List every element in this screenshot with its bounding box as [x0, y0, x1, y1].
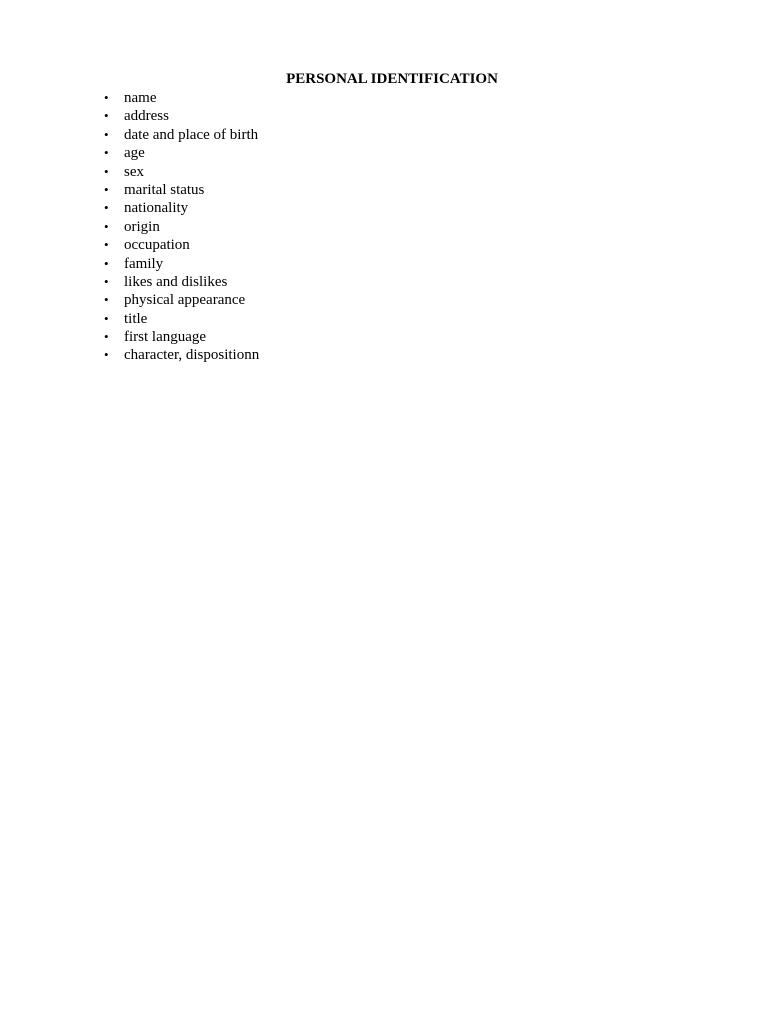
list-item	[104, 346, 260, 364]
list-item-text: origin	[124, 218, 160, 235]
bullet-icon: •	[104, 329, 109, 345]
list-item-text: sex	[124, 163, 144, 180]
bullet-icon: •	[104, 145, 109, 161]
list-item-text: name	[124, 90, 157, 106]
list-item	[104, 199, 259, 217]
list-item	[104, 218, 259, 236]
list-item	[104, 236, 259, 254]
list-item	[104, 328, 259, 346]
list-item	[104, 181, 259, 199]
list-item	[104, 273, 259, 291]
bullet-icon: •	[104, 200, 109, 216]
list-item	[104, 255, 259, 273]
list-item-text: date and place of birth	[124, 126, 259, 143]
list-item-text: physical appearance	[124, 292, 246, 309]
bullet-icon: •	[104, 126, 109, 142]
list-item-text: address	[124, 108, 169, 125]
list-item	[104, 126, 259, 144]
bullet-icon: •	[104, 347, 109, 363]
list-item-text: nationality	[124, 200, 189, 217]
list-item-text: likes and dislikes	[124, 273, 228, 290]
list-item	[104, 291, 259, 309]
bullet-icon: •	[104, 163, 109, 179]
bullet-icon: •	[104, 273, 109, 289]
list-item-text: title	[124, 310, 148, 327]
bullet-icon: •	[104, 310, 109, 326]
list-item	[104, 89, 259, 107]
list-item	[104, 107, 259, 125]
list-item	[104, 310, 259, 328]
list-item	[104, 163, 259, 181]
bullet-icon: •	[104, 292, 109, 308]
list-item-text: character, dispositionn	[124, 347, 260, 364]
bullet-icon: •	[104, 237, 109, 253]
bullet-icon: •	[104, 218, 109, 234]
identification-list	[104, 89, 260, 365]
list-item	[104, 144, 259, 162]
document-title: PERSONAL IDENTIFICATION	[286, 71, 498, 87]
bullet-icon: •	[104, 255, 109, 271]
bullet-icon: •	[104, 181, 109, 197]
list-item-text: first language	[124, 329, 207, 346]
bullet-icon: •	[104, 90, 109, 105]
list-item-text: marital status	[124, 181, 205, 198]
list-item-text: occupation	[124, 237, 190, 254]
bullet-icon: •	[104, 108, 109, 124]
list-item-text: family	[124, 255, 164, 272]
list-item-text: age	[124, 145, 145, 162]
